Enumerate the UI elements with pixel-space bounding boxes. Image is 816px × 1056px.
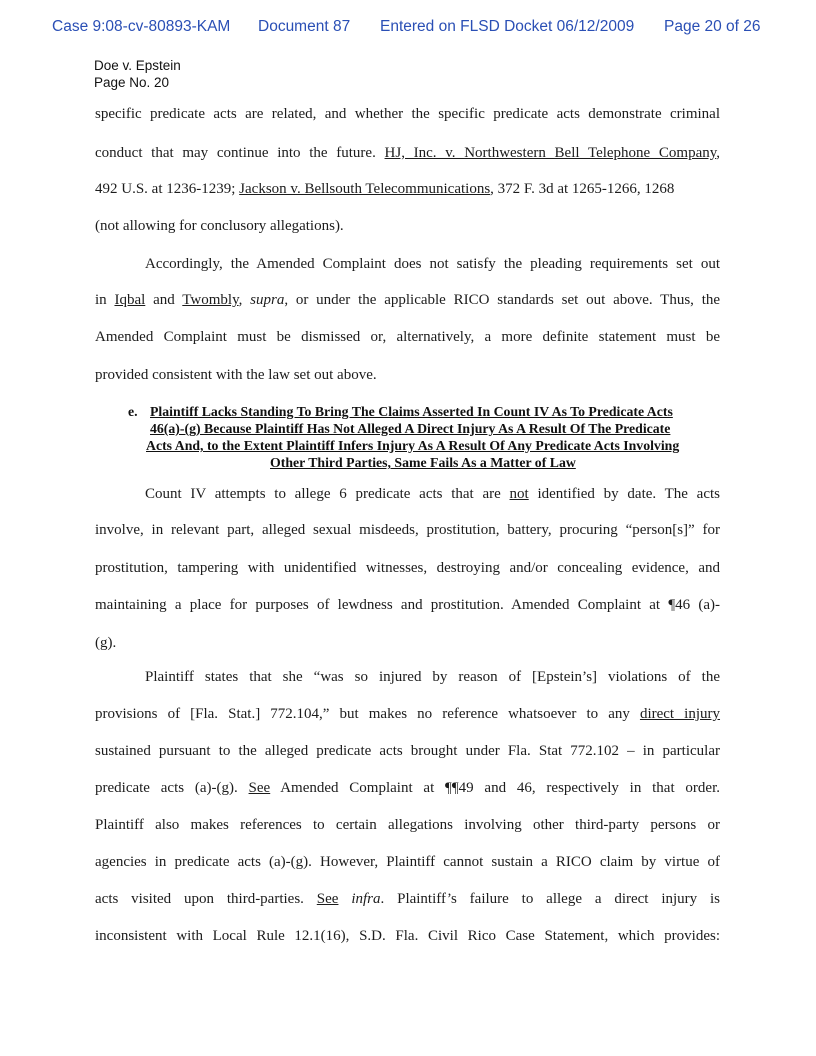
body-line: Accordingly, the Amended Complaint does not satisfy the pleading requirements set out [145, 256, 720, 272]
case-citation: Jackson v. Bellsouth Telecommunications [239, 181, 491, 197]
body-line: maintaining a place for purposes of lewdness and prostitution. Amended Complaint at ¶46 (a)- [95, 597, 720, 613]
body-line: involve, in relevant part, alleged sexual misdeeds, prostitution, battery, procuring “person[s]” for [95, 522, 720, 538]
text-run: Amended Complaint at ¶¶49 and 46, respectively in that order. [280, 780, 720, 796]
text-run: , 372 F. 3d at 1265-1266, 1268 [490, 181, 675, 197]
stamp-page-count: Page 20 of 26 [664, 18, 761, 35]
body-line: (g). [95, 635, 117, 651]
body-line: prostitution, tampering with unidentified witnesses, destroying and/or concealing evidence, and [95, 560, 720, 576]
text-run: , [238, 292, 243, 308]
body-line: provided consistent with the law set out above. [95, 367, 377, 383]
stamp-case-number: Case 9:08-cv-80893-KAM [52, 18, 231, 35]
body-line [95, 145, 720, 162]
case-name: Doe v. Epstein [94, 58, 181, 73]
heading-label: e. [128, 404, 138, 419]
stamp-document-number: Document 87 [258, 18, 351, 35]
heading-line: 46(a)-(g) Because Plaintiff Has Not Alleged A Direct Injury As A Result Of The Predicate [150, 421, 671, 436]
citation-signal: See [248, 780, 271, 796]
heading-line: Acts And, to the Extent Plaintiff Infers Injury As A Result Of Any Predicate Acts Involving [146, 438, 680, 453]
body-line: specific predicate acts are related, and whether the specific predicate acts demonstrate criminal [95, 106, 720, 122]
italic-signal: supra [250, 292, 285, 308]
text-run: provisions of [Fla. Stat.] 772.104,” but makes no reference whatsoever to any [95, 706, 630, 722]
text-run: , [716, 145, 721, 161]
body-line [145, 486, 720, 503]
page-number: Page No. 20 [94, 75, 170, 90]
text-run: 492 U.S. at 1236-1239; [95, 181, 236, 197]
body-line [95, 891, 720, 908]
page-caption [94, 57, 181, 91]
text-run: , or under the applicable RICO standards set out above. Thus, the [284, 292, 721, 308]
emphasis: not [509, 486, 529, 502]
body-line: (not allowing for conclusory allegations). [95, 218, 344, 234]
text-run: in [95, 292, 107, 308]
case-citation: HJ, Inc. v. Northwestern Bell Telephone Company [384, 145, 717, 161]
section-heading-e [128, 403, 718, 473]
body-line: Plaintiff also makes references to certain allegations involving other third-party persons or [95, 817, 720, 833]
body-line [95, 181, 720, 198]
body-line: agencies in predicate acts (a)-(g). However, Plaintiff cannot sustain a RICO claim by virtue of [95, 854, 720, 870]
text-run: . Plaintiff’s failure to allege a direct injury is [380, 891, 721, 907]
text-run: and [153, 292, 175, 308]
italic-signal: infra [351, 891, 381, 907]
text-run: acts visited upon third-parties. [95, 891, 304, 907]
body-line: Plaintiff states that she “was so injured by reason of [Epstein’s] violations of the [145, 669, 720, 685]
body-line: inconsistent with Local Rule 12.1(16), S.D. Fla. Civil Rico Case Statement, which provides: [95, 928, 720, 944]
case-citation: Iqbal [114, 292, 146, 308]
emphasis: direct injury [639, 706, 721, 722]
text-run: conduct that may continue into the future. [95, 145, 376, 161]
stamp-entered-date: Entered on FLSD Docket 06/12/2009 [380, 18, 635, 35]
body-line [95, 706, 720, 723]
text-run: identified by date. The acts [537, 486, 720, 502]
citation-signal: See [316, 891, 339, 907]
heading-line: Other Third Parties, Same Fails As a Matter of Law [270, 455, 576, 470]
body-line: sustained pursuant to the alleged predicate acts brought under Fla. Stat 772.102 – in particular [95, 743, 720, 759]
body-line [95, 292, 720, 309]
body-line [95, 780, 720, 797]
text-run: predicate acts (a)-(g). [95, 780, 238, 796]
case-citation: Twombly [182, 292, 239, 308]
heading-line: Plaintiff Lacks Standing To Bring The Claims Asserted In Count IV As To Predicate Acts [150, 404, 673, 419]
body-line: Amended Complaint must be dismissed or, alternatively, a more definite statement must be [95, 329, 720, 345]
text-run: Count IV attempts to allege 6 predicate acts that are [145, 486, 501, 502]
